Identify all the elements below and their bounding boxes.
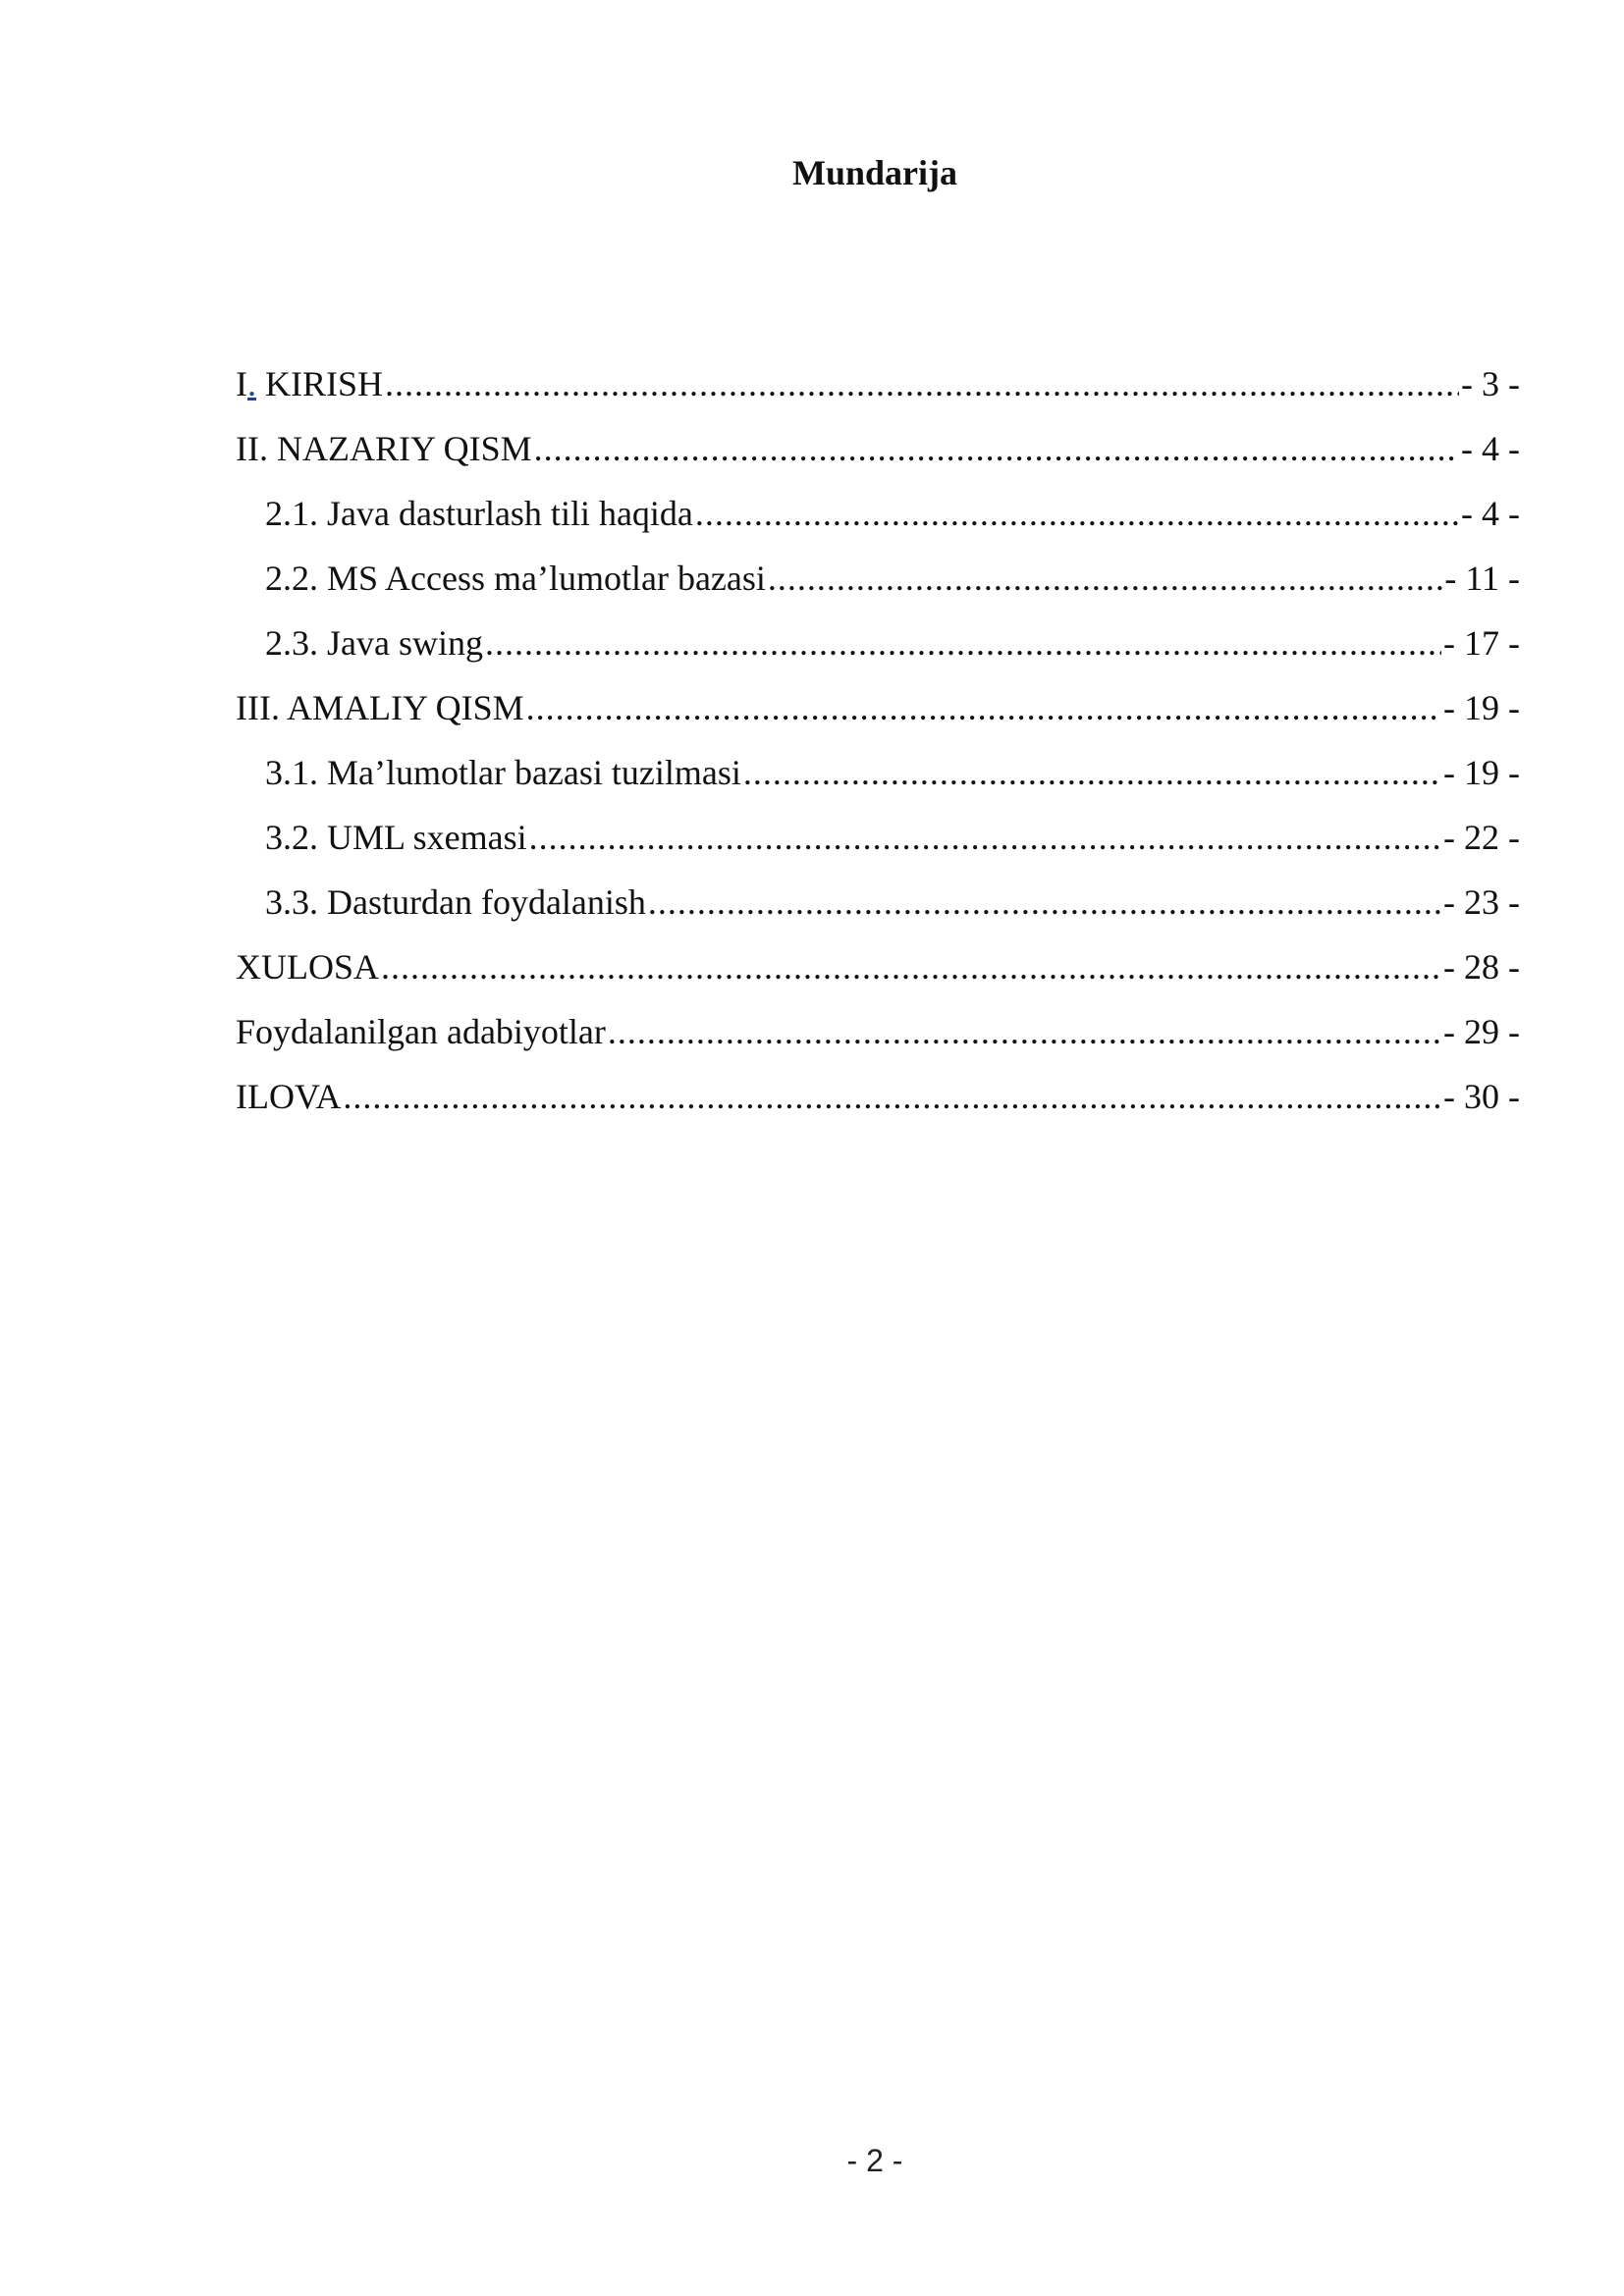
toc-page-number: - 11 - — [1444, 559, 1520, 598]
toc-entry-label: III. AMALIY QISM — [236, 688, 524, 727]
toc-entry-ilova[interactable] — [236, 1076, 1520, 1141]
toc-entry-label: 3.1. Ma’lumotlar bazasi tuzilmasi — [265, 753, 741, 792]
dot-leader — [529, 817, 1441, 858]
dot-leader — [768, 558, 1442, 599]
toc-page-number: - 4 - — [1461, 494, 1520, 533]
toc-entry-label: 3.2. UML sxemasi — [265, 818, 527, 857]
toc-page-number: - 4 - — [1461, 429, 1520, 468]
dot-leader — [695, 493, 1459, 534]
toc-page-number: - 17 - — [1443, 623, 1520, 663]
toc-entry-java-dasturlash[interactable] — [236, 493, 1520, 558]
table-of-contents — [236, 363, 1520, 1141]
dot-leader — [343, 1076, 1441, 1117]
dot-leader — [385, 363, 1459, 404]
toc-page-number: - 3 - — [1461, 364, 1520, 403]
toc-entry-label: Foydalanilgan adabiyotlar — [236, 1012, 606, 1051]
toc-entry-nazariy-qism[interactable] — [236, 428, 1520, 493]
toc-entry-label: 2.3. Java swing — [265, 623, 483, 663]
toc-page-number: - 23 - — [1443, 882, 1520, 922]
toc-entry-kirish[interactable] — [236, 363, 1520, 428]
toc-page-number: - 19 - — [1443, 753, 1520, 792]
toc-entry-xulosa[interactable] — [236, 946, 1520, 1011]
toc-entry-amaliy-qism[interactable] — [236, 687, 1520, 752]
toc-entry-label: ILOVA — [236, 1077, 342, 1116]
toc-entry-malumotlar-bazasi[interactable] — [236, 752, 1520, 817]
toc-entry-label: 2.1. Java dasturlash tili haqida — [265, 494, 693, 533]
toc-entry-ms-access[interactable] — [236, 558, 1520, 622]
dot-leader — [526, 687, 1441, 728]
toc-page-number: - 29 - — [1443, 1012, 1520, 1051]
page-title: Mundarija — [791, 153, 957, 192]
toc-page-number: - 22 - — [1443, 818, 1520, 857]
toc-entry-text: KIRISH — [256, 364, 384, 403]
toc-page-number: - 30 - — [1443, 1077, 1520, 1116]
toc-hyperlink[interactable]: . — [247, 364, 256, 403]
page-number-footer: - 2 - — [846, 2143, 903, 2178]
toc-page-number: - 19 - — [1443, 688, 1520, 727]
dot-leader — [608, 1011, 1441, 1052]
toc-entry-dasturdan-foydalanish[interactable] — [236, 881, 1520, 946]
toc-entry-prefix: I — [236, 364, 247, 403]
toc-entry-label: XULOSA — [236, 947, 380, 987]
toc-entry-foydalanilgan-adabiyotlar[interactable] — [236, 1011, 1520, 1076]
toc-entry-java-swing[interactable] — [236, 622, 1520, 687]
toc-entry-uml-sxemasi[interactable] — [236, 817, 1520, 881]
toc-entry-label: II. NAZARIY QISM — [236, 429, 532, 468]
dot-leader — [485, 622, 1441, 664]
toc-entry-label: 3.3. Dasturdan foydalanish — [265, 882, 646, 922]
toc-page-number: - 28 - — [1443, 947, 1520, 987]
toc-entry-label: 2.2. MS Access ma’lumotlar bazasi — [265, 559, 766, 598]
dot-leader — [381, 946, 1441, 988]
dot-leader — [648, 881, 1441, 923]
dot-leader — [743, 752, 1441, 793]
toc-entry-label — [236, 363, 383, 404]
dot-leader — [534, 428, 1459, 469]
